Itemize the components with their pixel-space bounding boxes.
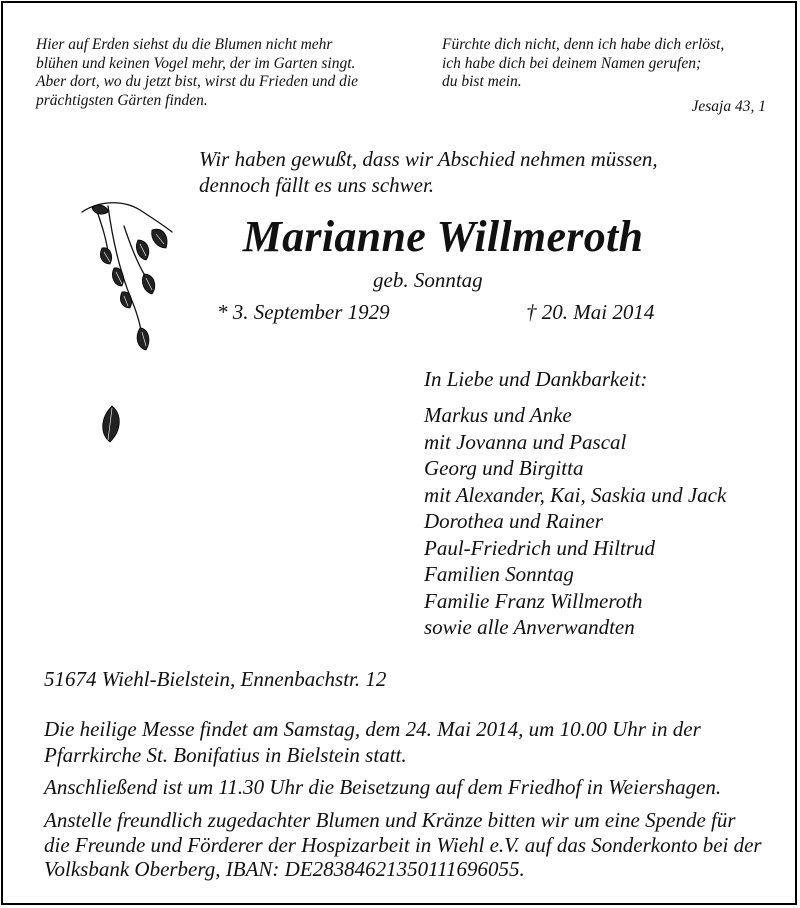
- quote-left-line: Aber dort, wo du jetzt bist, wirst du Frieden und die: [36, 73, 359, 90]
- mourners-list: [424, 402, 726, 641]
- mourner-entry: Familie Franz Willmeroth: [424, 588, 643, 613]
- birth-name: geb. Sonntag: [373, 268, 483, 292]
- deceased-name: Marianne Willmeroth: [242, 212, 644, 261]
- quote-left: [36, 36, 358, 110]
- intro-line: Wir haben gewußt, dass wir Abschied nehmen müssen,: [199, 147, 658, 171]
- intro-text: [199, 146, 658, 198]
- mourner-entry: sowie alle Anverwandten: [424, 615, 635, 639]
- death-date: † 20. Mai 2014: [526, 300, 655, 324]
- mourner-entry: Familien Sonntag: [424, 562, 574, 586]
- quote-left-line: Hier auf Erden siehst du die Blumen nicht mehr: [36, 36, 333, 53]
- donation-line: Anstelle freundlich zugedachter Blumen und Kränze bitten wir um eine Spende für: [44, 808, 736, 832]
- donation-line: Volksbank Oberberg, IBAN: DE28384621350111696055.: [44, 857, 525, 881]
- quote-right-source: Jesaja 43, 1: [691, 98, 766, 115]
- mass-line: Die heilige Messe findet am Samstag, dem 24. Mai 2014, um 10.00 Uhr in der: [44, 717, 701, 741]
- mourner-entry: Georg und Birgitta: [424, 456, 584, 480]
- mass-info: [44, 716, 701, 768]
- intro-line: dennoch fällt es uns schwer.: [199, 173, 435, 197]
- birth-date: * 3. September 1929: [217, 300, 390, 324]
- burial-info: Anschließend ist um 11.30 Uhr die Beisetzung auf dem Friedhof in Weiershagen.: [44, 775, 722, 799]
- donation-info: [44, 808, 762, 882]
- mourner-entry: mit Alexander, Kai, Saskia und Jack: [424, 482, 727, 507]
- mourner-entry: Paul-Friedrich und Hiltrud: [424, 535, 655, 560]
- quote-left-line: blühen und keinen Vogel mehr, der im Garten singt.: [36, 54, 356, 72]
- quote-right-line: Fürchte dich nicht, denn ich habe dich erlöst,: [442, 36, 725, 53]
- quote-left-line: prächtigsten Gärten finden.: [36, 91, 208, 109]
- mourner-entry: mit Jovanna und Pascal: [424, 429, 627, 454]
- donation-line: die Freunde und Förderer der Hospizarbeit in Wiehl e.V. auf das Sonderkonto bei der: [44, 832, 762, 857]
- quote-right-line: du bist mein.: [442, 73, 522, 90]
- address: 51674 Wiehl-Bielstein, Ennenbachstr. 12: [44, 667, 387, 691]
- quote-right-line: ich habe dich bei deinem Namen gerufen;: [442, 54, 702, 72]
- falling-leaf-icon: [98, 404, 124, 446]
- mourners-heading: In Liebe und Dankbarkeit:: [424, 367, 648, 391]
- mourner-entry: Dorothea und Rainer: [424, 509, 603, 533]
- quote-right: [442, 36, 724, 92]
- mass-line: Pfarrkirche St. Bonifatius in Bielstein statt.: [44, 743, 407, 767]
- mourner-entry: Markus und Anke: [424, 403, 572, 427]
